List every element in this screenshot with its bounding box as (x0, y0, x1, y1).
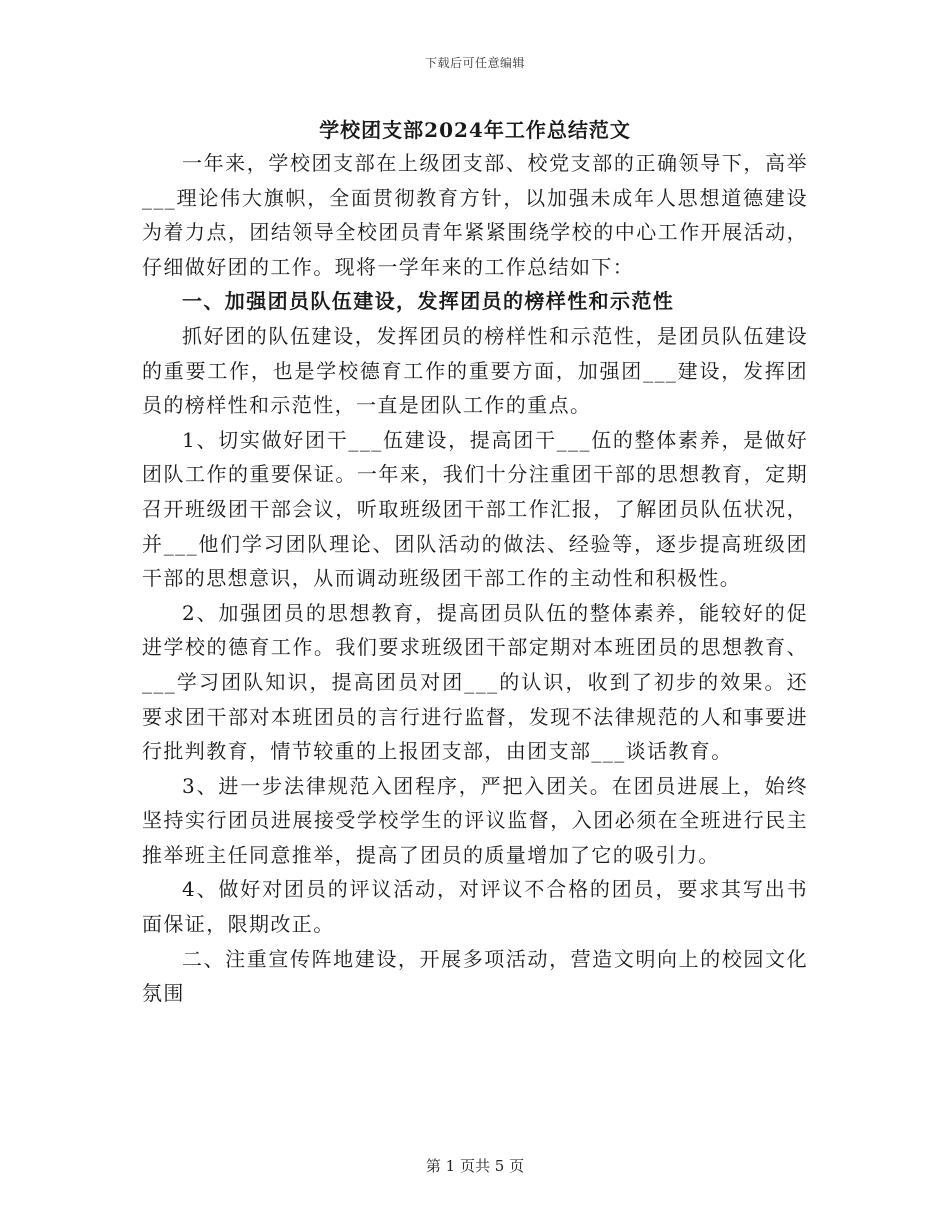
document-body (142, 146, 808, 1011)
page-footer: 第 1 页共 5 页 (425, 1157, 525, 1175)
paragraph: 3、进一步法律规范入团程序，严把入团关。在团员进展上，始终坚持实行团员进展接受学校学生的评议监督，入团必须在全班进行民主推举班主任同意推举，提高了团员的质量增加了它的吸引力。 (142, 773, 808, 867)
paragraph: 4、做好对团员的评议活动，对评议不合格的团员，要求其写出书面保证，限期改正。 (142, 877, 808, 937)
document-title: 学校团支部2024年工作总结范文 (319, 118, 631, 142)
header-note: 下载后可任意编辑 (424, 56, 525, 70)
paragraph: 1、切实做好团干___伍建设，提高团干___伍的整体素养，是做好团队工作的重要保证。一年来，我们十分注重团干部的思想教育，定期召开班级团干部会议，听取班级团干部工作汇报，了解团员队伍状况，并___他们学习团队理论、团队活动的做法、经验等，逐步提高班级团干部的思想意识，从而调动班级团干部工作的主动性和积极性。 (142, 427, 808, 591)
paragraph: 2、加强团员的思想教育，提高团员队伍的整体素养，能较好的促进学校的德育工作。我们要求班级团干部定期对本班团员的思想教育、___学习团队知识，提高团员对团___的认识，收到了初步的效果。还要求团干部对本班团员的言行进行监督，发现不法律规范的人和事要进行批判教育，情节较重的上报团支部，由团支部___谈话教育。 (142, 600, 808, 764)
intro-paragraph: 一年来，学校团支部在上级团支部、校党支部的正确领导下，高举___理论伟大旗帜，全面贯彻教育方针，以加强未成年人思想道德建设为着力点，团结领导全校团员青年紧紧围绕学校的中心工作开展活动，仔细做好团的工作。现将一学年来的工作总结如下： (142, 151, 808, 279)
paragraph: 抓好团的队伍建设，发挥团员的榜样性和示范性，是团员队伍建设的重要工作，也是学校德育工作的重要方面，加强团___建设，发挥团员的榜样性和示范性，一直是团队工作的重点。 (142, 323, 808, 418)
section-heading-2: 二、注重宣传阵地建设，开展多项活动，营造文明向上的校园文化氛围 (142, 946, 808, 1006)
section-heading-1: 一、加强团员队伍建设，发挥团员的榜样性和示范性 (182, 289, 675, 314)
